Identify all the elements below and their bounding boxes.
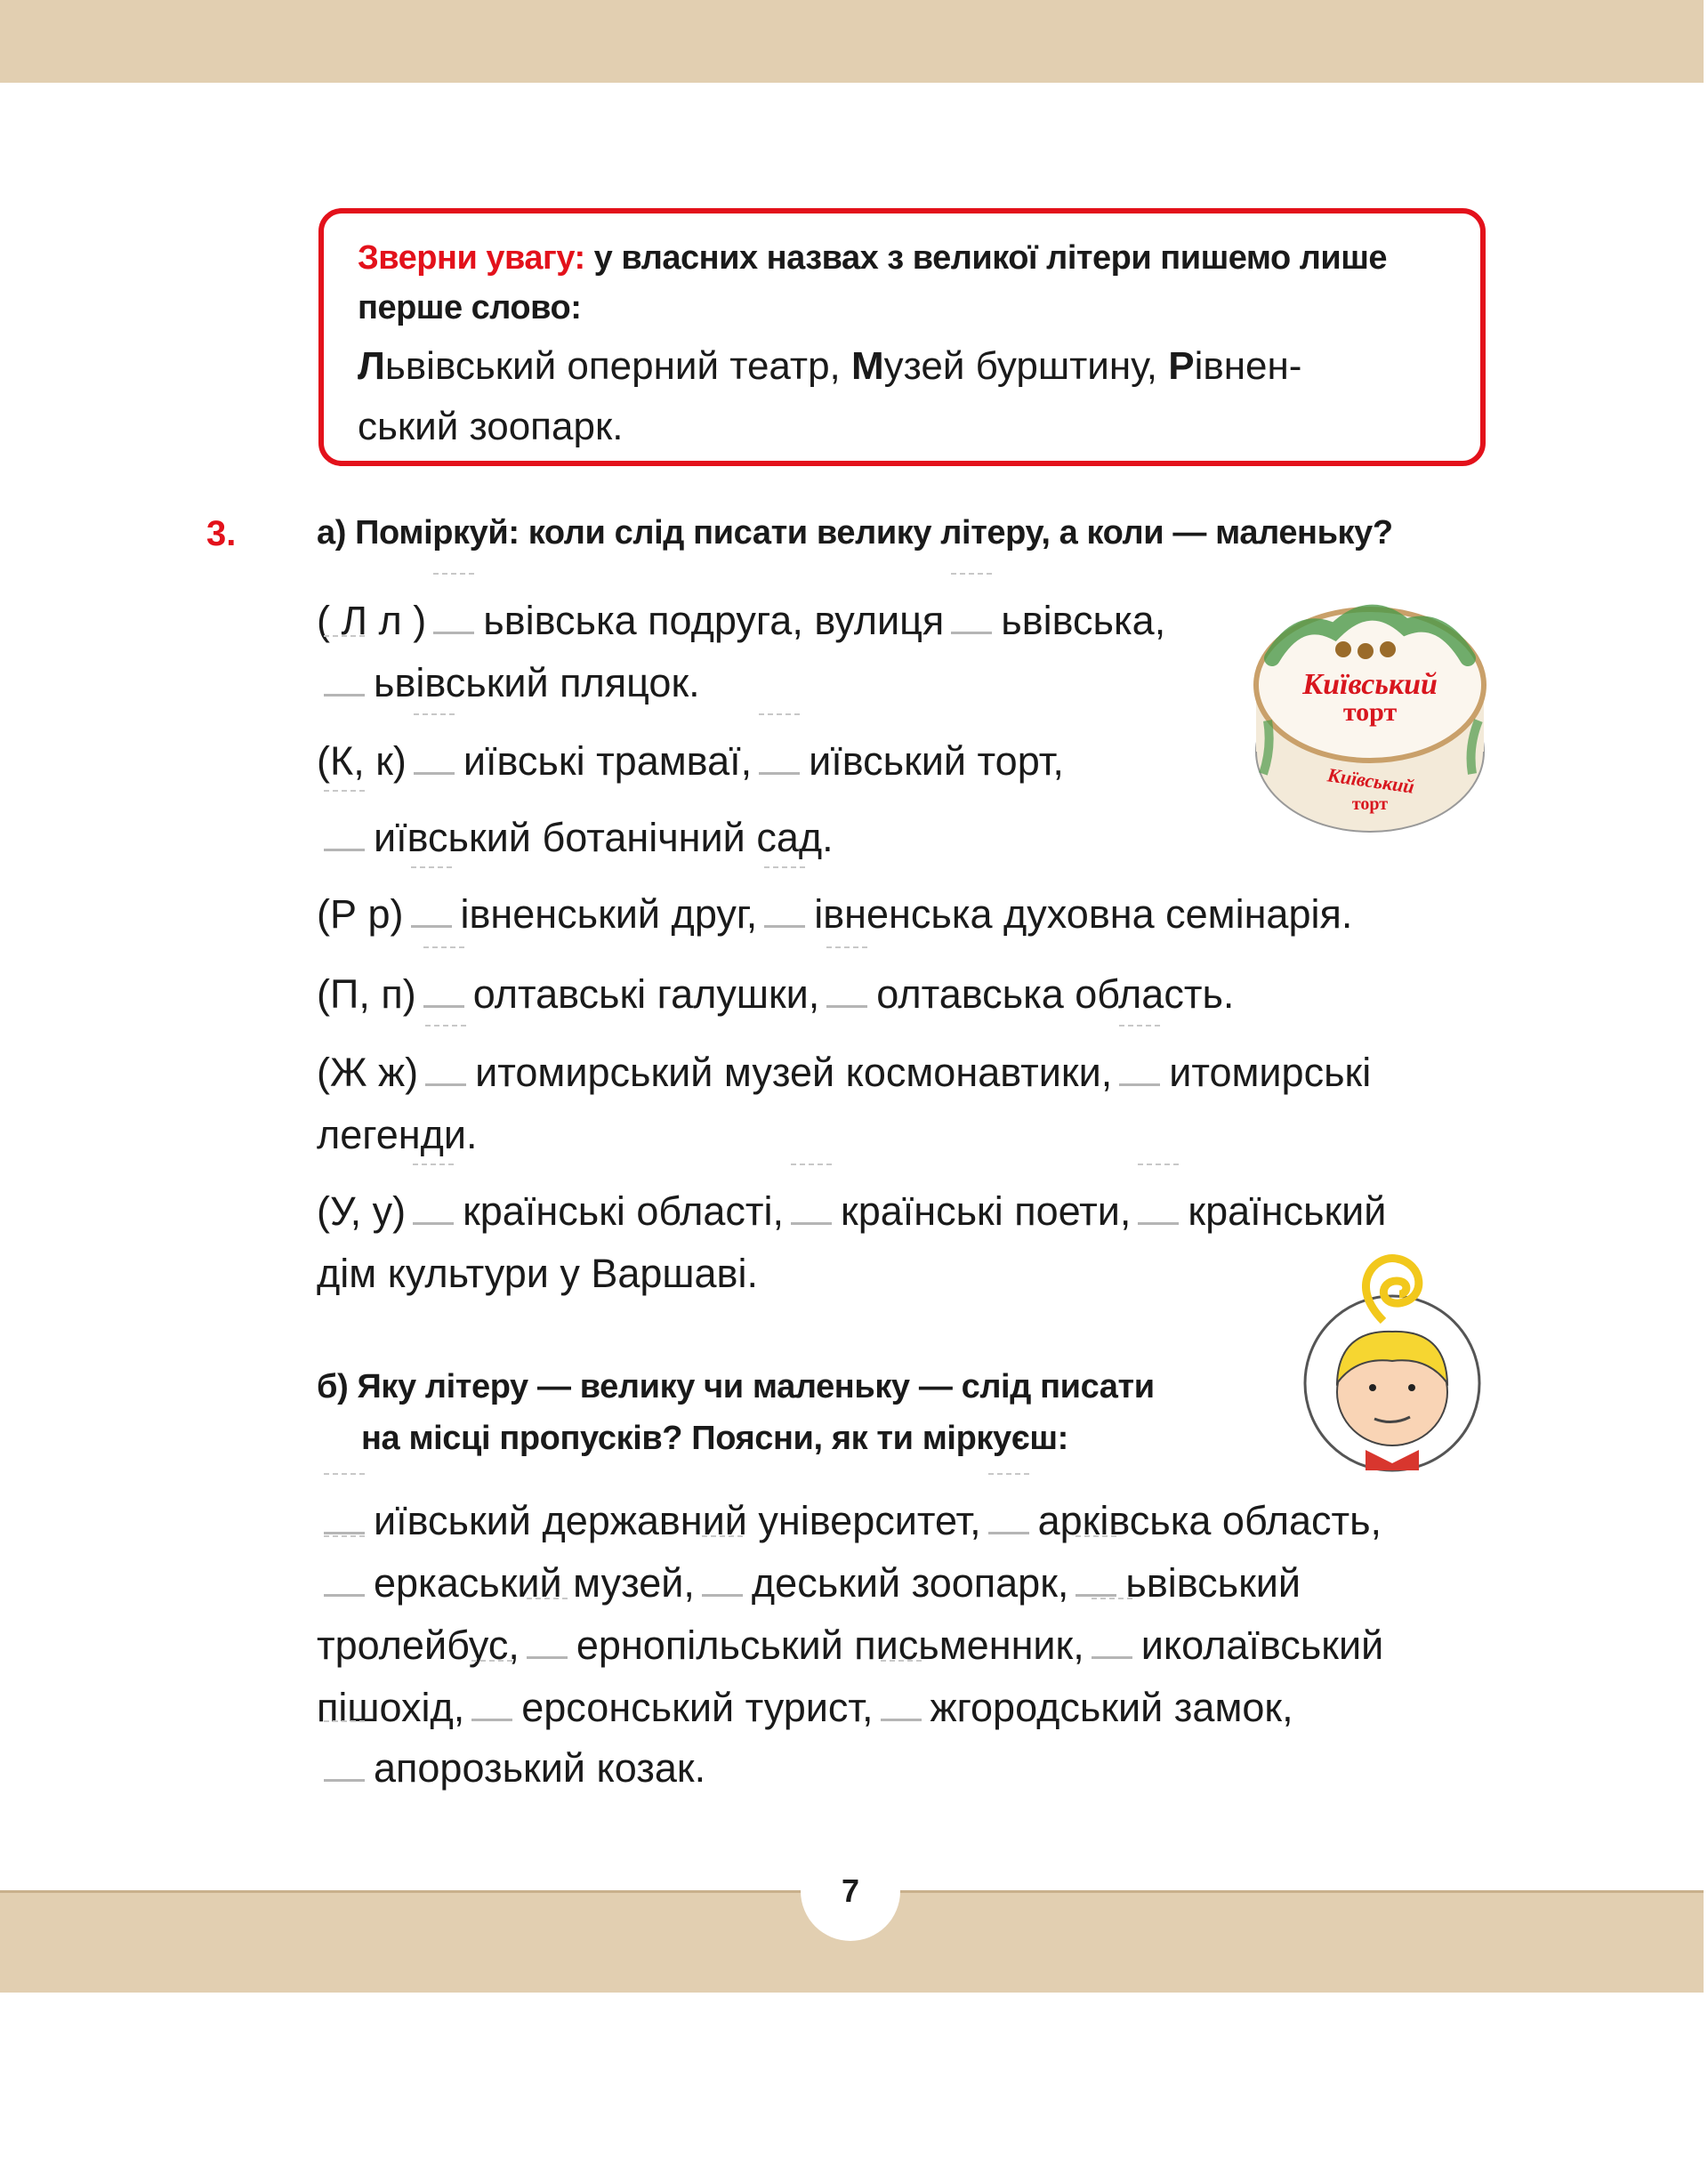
line-text: ернопільський письменник, [576,1622,1084,1668]
letter-blank[interactable] [414,740,455,775]
line-text: ерсонський турист, [521,1685,874,1730]
example-text: узей бурштину, [883,344,1169,388]
line-text: тролейбус, [317,1622,520,1668]
task-number: 3. [206,514,237,553]
letter-blank[interactable] [826,973,867,1008]
note-text-2: перше слово: [358,289,582,326]
example-text: ський зоопарк. [358,405,624,448]
letter-blank[interactable] [988,1500,1029,1534]
svg-text:Київський: Київський [1302,668,1438,701]
line-text: ьвівський [1125,1560,1301,1606]
letter-blank[interactable] [759,740,800,775]
line-text: еркаський музей, [374,1560,695,1606]
svg-text:торт: торт [1351,794,1389,814]
line-text: ( Л л ) [317,598,427,643]
note-text: у власних назвах з великої літери пишемо лише [584,239,1388,277]
line-text: країнський [1188,1188,1387,1234]
line-text: жгородський замок, [930,1685,1293,1730]
letter-blank[interactable] [791,1190,832,1225]
letter-blank[interactable] [324,817,365,851]
line-text: (П, п) [317,971,416,1017]
example-cap: Р [1168,344,1195,388]
letter-blank[interactable] [425,1051,466,1086]
note-heading [358,233,1446,333]
exercise-line [317,1619,1383,1672]
task-b-line: на місці пропусків? Поясни, як ти міркуєш: [361,1420,1068,1457]
svg-text:торт: торт [1342,697,1398,727]
exercise-line [317,1742,705,1795]
line-text: иколаївський [1140,1622,1384,1668]
example-cap: М [851,344,884,388]
letter-blank[interactable] [702,1562,743,1597]
line-text: олтавські галушки, [472,971,820,1017]
kyiv-cake-illustration [1245,596,1494,836]
letter-blank[interactable] [324,1562,365,1597]
line-text: иївський державний університет, [374,1498,981,1543]
attention-note [318,208,1486,466]
line-text: апорозький козак. [374,1745,706,1791]
exercise-line [317,1185,1386,1238]
line-text: країнські поети, [841,1188,1132,1234]
line-text: ьвівська, [1001,598,1166,643]
letter-blank[interactable] [1076,1562,1116,1597]
line-text: (Ж ж) [317,1050,419,1095]
exercise-line [317,888,1352,941]
letter-blank[interactable] [764,893,805,928]
line-text: пішохід, [317,1685,465,1730]
line-text: иївські трамваї, [463,738,753,784]
line-text: (К, к) [317,738,407,784]
line-text: івненський друг, [460,891,758,937]
line-text: иївський торт, [809,738,1064,784]
letter-blank[interactable] [324,662,365,697]
note-examples [358,336,1446,457]
line-text: ьвівський пляцок. [374,660,700,705]
line-text: дім культури у Варшаві. [317,1251,758,1296]
letter-blank[interactable] [527,1624,568,1659]
line-text: итомирський музей космонавтики, [475,1050,1113,1095]
task-a-heading: а) Поміркуй: коли слід писати велику літеру, а коли — маленьку? [317,514,1393,552]
letter-blank[interactable] [1119,1051,1160,1086]
exercise-line [317,1557,1301,1610]
exercise-line [317,811,834,865]
example-cap: Л [358,344,385,388]
line-text: олтавська область. [876,971,1235,1017]
line-text: (Р р) [317,891,404,937]
line-text: легенди. [317,1112,478,1157]
exercise-line [317,968,1234,1021]
exercise-line [317,1494,1382,1548]
letter-blank[interactable] [411,893,452,928]
line-text: иївський ботанічний сад. [374,815,834,860]
exercise-line [317,594,1165,648]
line-text: ьвівська подруга, вулиця [483,598,945,643]
task-b-line: б) Яку літеру — велику чи маленьку — слід писати [317,1368,1155,1405]
letter-blank[interactable] [324,1500,365,1534]
header-band [0,0,1704,83]
exercise-line [317,656,700,710]
exercise-line [317,1681,1293,1735]
exercise-line [317,735,1064,788]
svg-text:Київський: Київський [1325,763,1416,798]
line-text: (У, у) [317,1188,407,1234]
letter-blank[interactable] [471,1687,512,1721]
example-text: ьвівський оперний театр, [384,344,852,388]
letter-blank[interactable] [951,600,992,634]
line-text: івненська духовна семінарія. [814,891,1353,937]
task-b-heading [317,1361,1155,1464]
letter-blank[interactable] [1092,1624,1132,1659]
thinking-boy-illustration [1294,1250,1490,1472]
letter-blank[interactable] [433,600,474,634]
letter-blank[interactable] [881,1687,922,1721]
letter-blank[interactable] [423,973,464,1008]
note-label: Зверни увагу: [358,239,585,277]
line-text: деський зоопарк, [751,1560,1069,1606]
exercise-line [317,1108,477,1162]
line-text: арківська область, [1037,1498,1382,1543]
exercise-line [317,1247,758,1300]
line-text: країнські області, [463,1188,784,1234]
letter-blank[interactable] [1138,1190,1179,1225]
line-text: итомирські [1169,1050,1372,1095]
page-number: 7 [801,1841,900,1941]
exercise-line [317,1046,1371,1099]
letter-blank[interactable] [324,1747,365,1782]
letter-blank[interactable] [413,1190,454,1225]
example-text: івнен- [1194,344,1302,388]
